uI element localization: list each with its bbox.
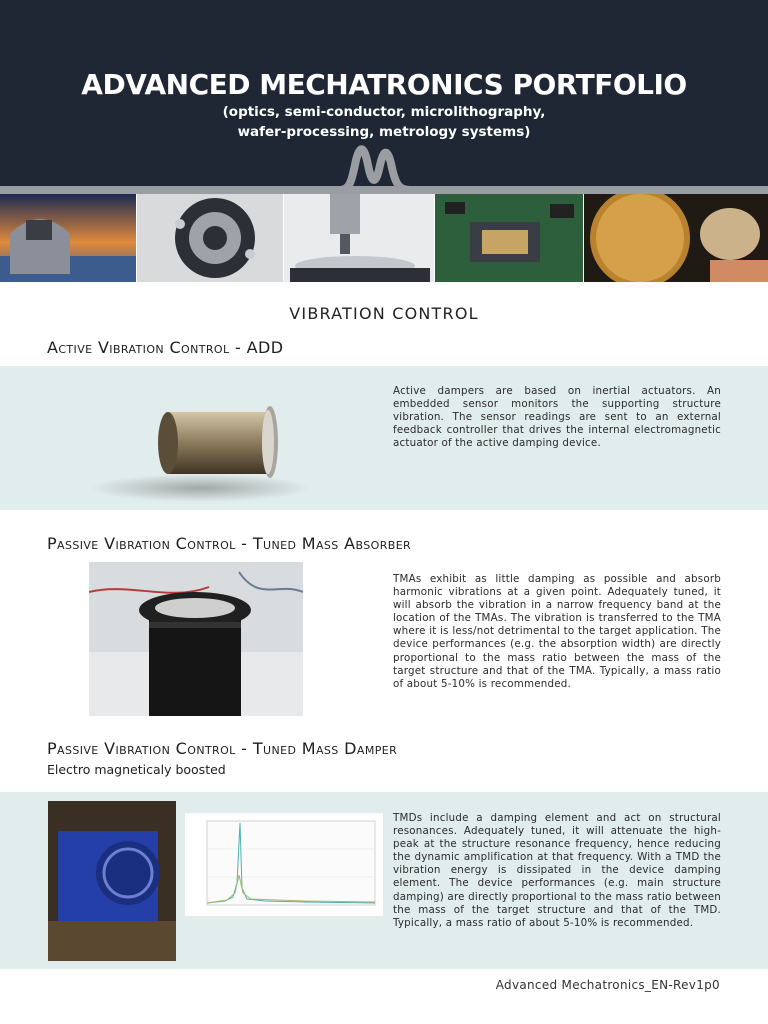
active-damper-image: [80, 376, 370, 506]
frequency-response-plot-image: [185, 813, 383, 916]
page-title: ADVANCED MECHATRONICS PORTFOLIO: [81, 68, 687, 101]
footer-document-code: Advanced Mechatronics_EN-Rev1p0: [495, 978, 720, 992]
tuned-mass-absorber-image: [89, 562, 303, 716]
subheading-electro-magnetically-boosted: Electro magneticaly boosted: [47, 762, 226, 777]
page-subtitle-line2: wafer-processing, metrology systems): [237, 124, 531, 140]
heading-tuned-mass-absorber: Passive Vibration Control - Tuned Mass Absorber: [47, 534, 412, 553]
telescope-photo: [0, 194, 136, 282]
tuned-mass-damper-image: [48, 801, 176, 961]
heading-active-vibration-control: Active Vibration Control - ADD: [47, 338, 284, 357]
circuit-board-photo: [435, 194, 583, 282]
page-subtitle-line1: (optics, semi-conductor, microlithography,: [222, 104, 546, 120]
heading-tuned-mass-damper: Passive Vibration Control - Tuned Mass Damper: [47, 739, 398, 758]
wafer-photo: [584, 194, 768, 282]
section-title: VIBRATION CONTROL: [289, 304, 479, 323]
metrology-photo: [284, 194, 434, 282]
mechanism-photo: [137, 194, 283, 282]
paragraph-active-damper: Active dampers are based on inertial actuators. An embedded sensor monitors the supporting structure vibration. The sensor readings are sent to an external feedback controller that drives the internal electromagnetic actuator of the active damping device.: [393, 385, 721, 450]
photo-strip: [0, 194, 768, 282]
vibration-wave-logo: [0, 140, 768, 200]
paragraph-tuned-mass-absorber: TMAs exhibit as little damping as possible and absorb harmonic vibrations at a given point. Adequately tuned, it will absorb the vibration in a narrow frequency band at the location of the TMAs. The vibration is transferred to the TMA where it is less/not detrimental to the target application. The device performances (e.g. the absorption width) are directly proportional to the mass ratio between the mass of the target structure and that of the TMA. Typically, a mass ratio of about 5-10% is recommended.: [393, 573, 721, 690]
paragraph-tuned-mass-damper: TMDs include a damping element and act on structural resonances. Adequately tuned, it will attenuate the high-peak at the structure resonance frequency, hence reducing the dynamic amplification at that frequency. With a TMD the vibration energy is dissipated in the device damping element. The device performances (e.g. main structure damping) are directly proportional to the mass ratio between the mass of the target structure and that of the TMD. Typically, a mass ratio of about 5-10% is recommended.: [393, 812, 721, 929]
